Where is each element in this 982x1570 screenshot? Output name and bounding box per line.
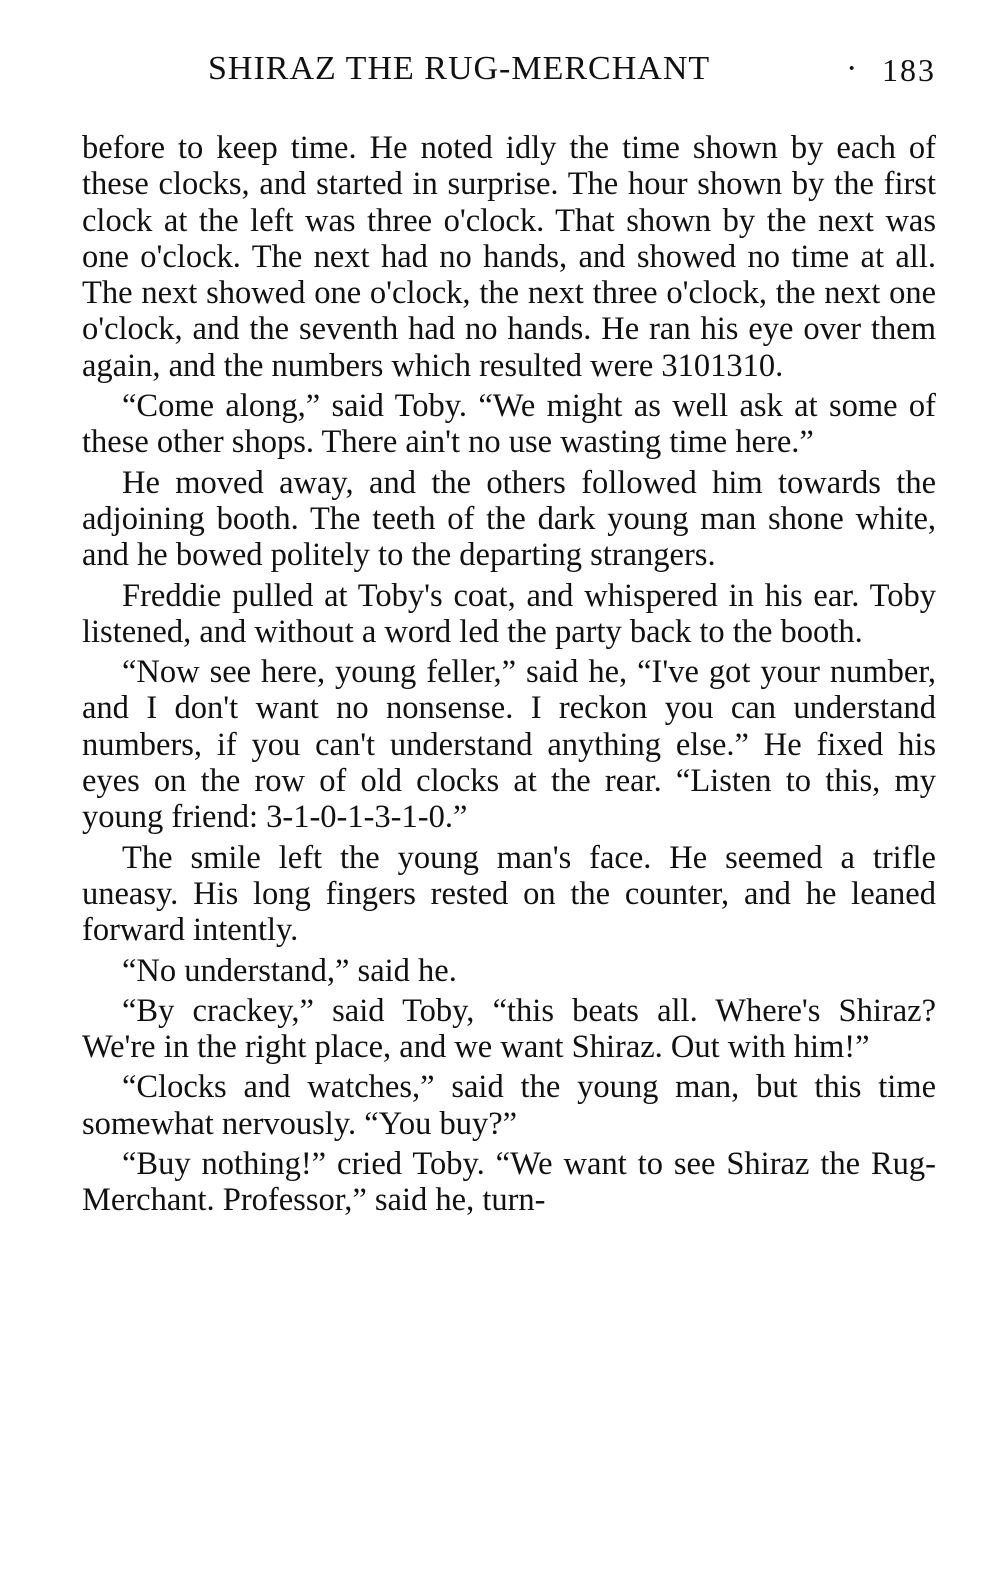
paragraph: “Come along,” said Toby. “We might as well ask at some of these other shops. There ain't no use wasting time here.” [82,388,936,461]
paragraph: “No understand,” said he. [122,952,457,989]
paragraph: The smile left the young man's face. He seemed a trifle uneasy. His long fingers rested on the counter, and he leaned forward intently. [82,839,936,949]
paragraph: before to keep time. He noted idly the time shown by each of these clocks, and started in surprise. The hour shown by the first clock at the left was three o'clock. That shown by the next was one o'clock. The next had no hands, and showed no time at all. The next showed one o'clock, the next three o'clock, the next one o'clock, and the seventh had no hands. He ran his eye over them again, and the numbers which resulted were 3101310. [82,130,936,384]
paragraph: He moved away, and the others followed him towards the adjoining booth. The teeth of the dark young man shone white, and he bowed politely to the departing strangers. [82,464,936,574]
header-separator: · [846,50,859,87]
book-page [82,0,936,1223]
paragraph: “Buy nothing!” cried Toby. “We want to see Shiraz the Rug-Merchant. Professor,” said he, turn- [82,1146,936,1219]
running-header [82,0,936,96]
body-text [82,130,936,1219]
paragraph: “By crackey,” said Toby, “this beats all. Where's Shiraz? We're in the right place, and we want Shiraz. Out with him!” [82,992,936,1066]
paragraph: Freddie pulled at Toby's coat, and whispered in his ear. Toby listened, and without a word led the party back to the booth. [82,577,936,650]
paragraph: “Clocks and watches,” said the young man, but this time somewhat nervously. “You buy?” [82,1069,936,1142]
running-title: SHIRAZ THE RUG-MERCHANT [208,50,711,87]
paragraph: “Now see here, young feller,” said he, “I've got your number, and I don't want no nonsense. I reckon you can understand numbers, if you can't understand anything else.” He fixed his eyes on the row of old clocks at the rear. “Listen to this, my young friend: 3-1-0-1-3-1-0.” [82,654,936,836]
page-number: 183 [882,52,936,88]
